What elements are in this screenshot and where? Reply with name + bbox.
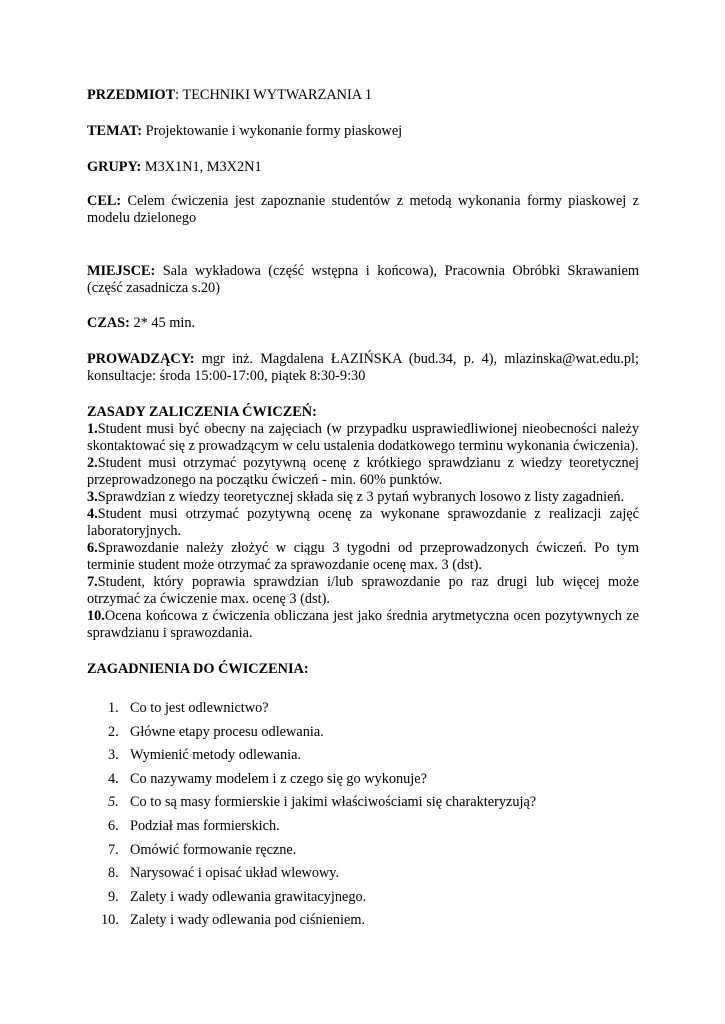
place-paragraph: [87, 263, 639, 297]
time-line: [87, 315, 639, 332]
rule-item: [87, 506, 639, 540]
rule-text: Student musi otrzymać pozytywną ocenę z krótkiego sprawdzianu z wiedzy teoretycznej przeprowadzonego na początku ćwiczeń - min. 60% punktów.: [87, 455, 639, 488]
rule-item: [87, 540, 639, 574]
question-number: 2.: [108, 723, 119, 740]
question-text: Omówić formowanie ręczne.: [130, 841, 297, 858]
rule-text: Sprawozdanie należy złożyć w ciągu 3 tygodni od przeprowadzonych ćwiczeń. Po tym terminie student może otrzymać za sprawozdanie ocenę max. 3 (dst).: [87, 540, 639, 573]
rule-number: 3.: [87, 489, 98, 505]
rule-number: 4.: [87, 506, 98, 522]
list-item: [87, 700, 639, 724]
question-text: Co to są masy formierskie i jakimi właściwościami się charakteryzują?: [130, 794, 537, 811]
question-number: 5.: [108, 794, 119, 811]
question-number: 10.: [101, 912, 119, 929]
instructor-value: mgr inż. Magdalena ŁAZIŃSKA (bud.34, p. 4), mlazinska@wat.edu.pl; konsultacje: środa 15:00-17:00, piątek 8:30-9:30: [87, 351, 639, 384]
question-number: 6.: [108, 817, 119, 834]
subject-line: [87, 87, 639, 104]
list-item: [87, 818, 639, 842]
list-item: [87, 842, 639, 866]
question-text: Co to jest odlewnictwo?: [130, 700, 269, 716]
list-item: [87, 912, 639, 936]
topic-label: TEMAT:: [87, 123, 143, 139]
rule-number: 7.: [87, 574, 98, 590]
question-text: Główne etapy procesu odlewania.: [130, 723, 324, 740]
instructor-paragraph: [87, 351, 639, 385]
rule-item: [87, 608, 639, 642]
rule-text: Student musi otrzymać pozytywną ocenę za wykonane sprawozdanie z realizacji zajęć laboratoryjnych.: [87, 506, 639, 539]
question-text: Zalety i wady odlewania grawitacyjnego.: [130, 888, 367, 905]
rules-heading-text: ZASADY ZALICZENIA ĆWICZEŃ:: [87, 404, 317, 420]
question-text: Zalety i wady odlewania pod ciśnieniem.: [130, 912, 366, 929]
time-value: 2* 45 min.: [129, 315, 196, 331]
topic-line: [87, 123, 639, 140]
question-text: Narysować i opisać układ wlewowy.: [130, 865, 340, 882]
question-number: 7.: [108, 841, 119, 858]
rule-item: [87, 421, 639, 455]
subject-value: : TECHNIKI WYTWARZANIA 1: [175, 87, 372, 103]
rules-section: [87, 404, 639, 642]
list-item: [87, 771, 639, 795]
goal-label: CEL:: [87, 193, 122, 209]
rule-number: 6.: [87, 540, 98, 556]
questions-heading: ZAGADNIENIA DO ĆWICZENIA:: [87, 661, 309, 677]
place-label: MIEJSCE:: [87, 263, 156, 279]
rule-item: [87, 574, 639, 608]
subject-label: PRZEDMIOT: [87, 87, 176, 103]
question-text: Co nazywamy modelem i z czego się go wykonuje?: [130, 770, 427, 787]
time-label: CZAS:: [87, 315, 130, 331]
goal-value: Celem ćwiczenia jest zapoznanie studentów z metodą wykonania formy piaskowej z modelu dzielonego: [87, 193, 639, 226]
questions-list: [87, 700, 639, 936]
rule-number: 1.: [87, 421, 98, 437]
groups-value: M3X1N1, M3X2N1: [141, 159, 262, 175]
rule-text: Student, który poprawia sprawdzian i/lub sprawozdanie po raz drugi lub więcej może otrzymać za ćwiczenie max. ocenę 3 (dst).: [87, 574, 639, 607]
rule-text: Sprawdzian z wiedzy teoretycznej składa się z 3 pytań wybranych losowo z listy zagadnień.: [97, 489, 625, 505]
question-text: Podział mas formierskich.: [130, 817, 280, 834]
rule-number: 2.: [87, 455, 98, 471]
rule-item: [87, 455, 639, 489]
question-number: 3.: [108, 747, 119, 764]
list-item: [87, 794, 639, 818]
rule-text: Student musi być obecny na zajęciach (w przypadku usprawiedliwionej nieobecności należy skontaktować się z prowadzącym w celu ustalenia dodatkowego terminu wykonania ćwiczenia).: [87, 421, 639, 454]
topic-value: Projektowanie i wykonanie formy piaskowej: [142, 123, 403, 139]
groups-line: [87, 159, 639, 176]
list-item: [87, 889, 639, 913]
list-item: [87, 865, 639, 889]
groups-label: GRUPY:: [87, 159, 142, 175]
rule-item: [87, 489, 639, 506]
rule-text: Ocena końcowa z ćwiczenia obliczana jest jako średnia arytmetyczna ocen pozytywnych ze sprawdzianu i sprawozdania.: [87, 608, 639, 641]
question-number: 8.: [108, 865, 119, 882]
question-number: 4.: [108, 770, 119, 787]
list-item: [87, 724, 639, 748]
question-number: 1.: [108, 700, 119, 716]
question-text: Wymienić metody odlewania.: [130, 747, 302, 764]
rule-number: 10.: [87, 608, 105, 624]
rules-heading: [87, 404, 639, 421]
place-value: Sala wykładowa (część wstępna i końcowa), Pracownia Obróbki Skrawaniem (część zasadnicza s.20): [87, 263, 639, 296]
instructor-label: PROWADZĄCY:: [87, 351, 195, 367]
goal-paragraph: [87, 193, 639, 227]
list-item: [87, 747, 639, 771]
document-page: [87, 87, 639, 936]
question-number: 9.: [108, 888, 119, 905]
